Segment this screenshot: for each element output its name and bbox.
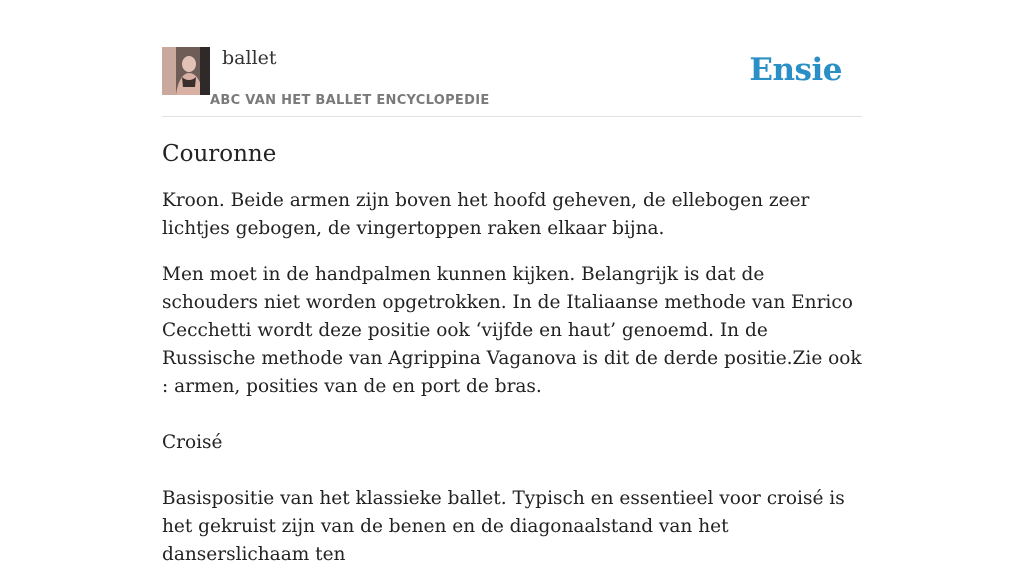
article-content — [162, 138, 862, 587]
blank-line — [162, 404, 168, 425]
brand-logo[interactable]: Ensie — [749, 52, 842, 88]
article-paragraph: Kroon. Beide armen zijn boven het hoofd geheven, de ellebogen zeer lichtjes gebogen, de vingertoppen raken elkaar bijna. — [162, 190, 810, 239]
avatar[interactable] — [162, 47, 210, 95]
article-title: Couronne — [162, 141, 277, 167]
blank-line — [162, 460, 168, 481]
article-paragraph — [162, 261, 862, 569]
avatar-image — [162, 47, 210, 95]
paragraph-text: Basispositie van het klassieke ballet. Typisch en essentieel voor croisé is het gekruist zijn van de benen en de diagonaalstand van het danserslichaam ten — [162, 488, 845, 565]
paragraph-subheading: Croisé — [162, 432, 223, 453]
author-name[interactable]: ballet — [222, 47, 277, 69]
paragraph-text: Men moet in de handpalmen kunnen kijken. Belangrijk is dat de schouders niet worden opgetrokken. In de Italiaanse methode van Enrico Cecchetti wordt deze positie ook ‘vijfde en haut’ genoemd. In de Russische methode van Agrippina Vaganova is dit de derde positie.Zie ook : armen, posities van de en port de bras. — [162, 264, 862, 397]
publication-name[interactable]: ABC VAN HET BALLET ENCYCLOPEDIE — [210, 93, 490, 108]
page-header — [162, 46, 862, 117]
